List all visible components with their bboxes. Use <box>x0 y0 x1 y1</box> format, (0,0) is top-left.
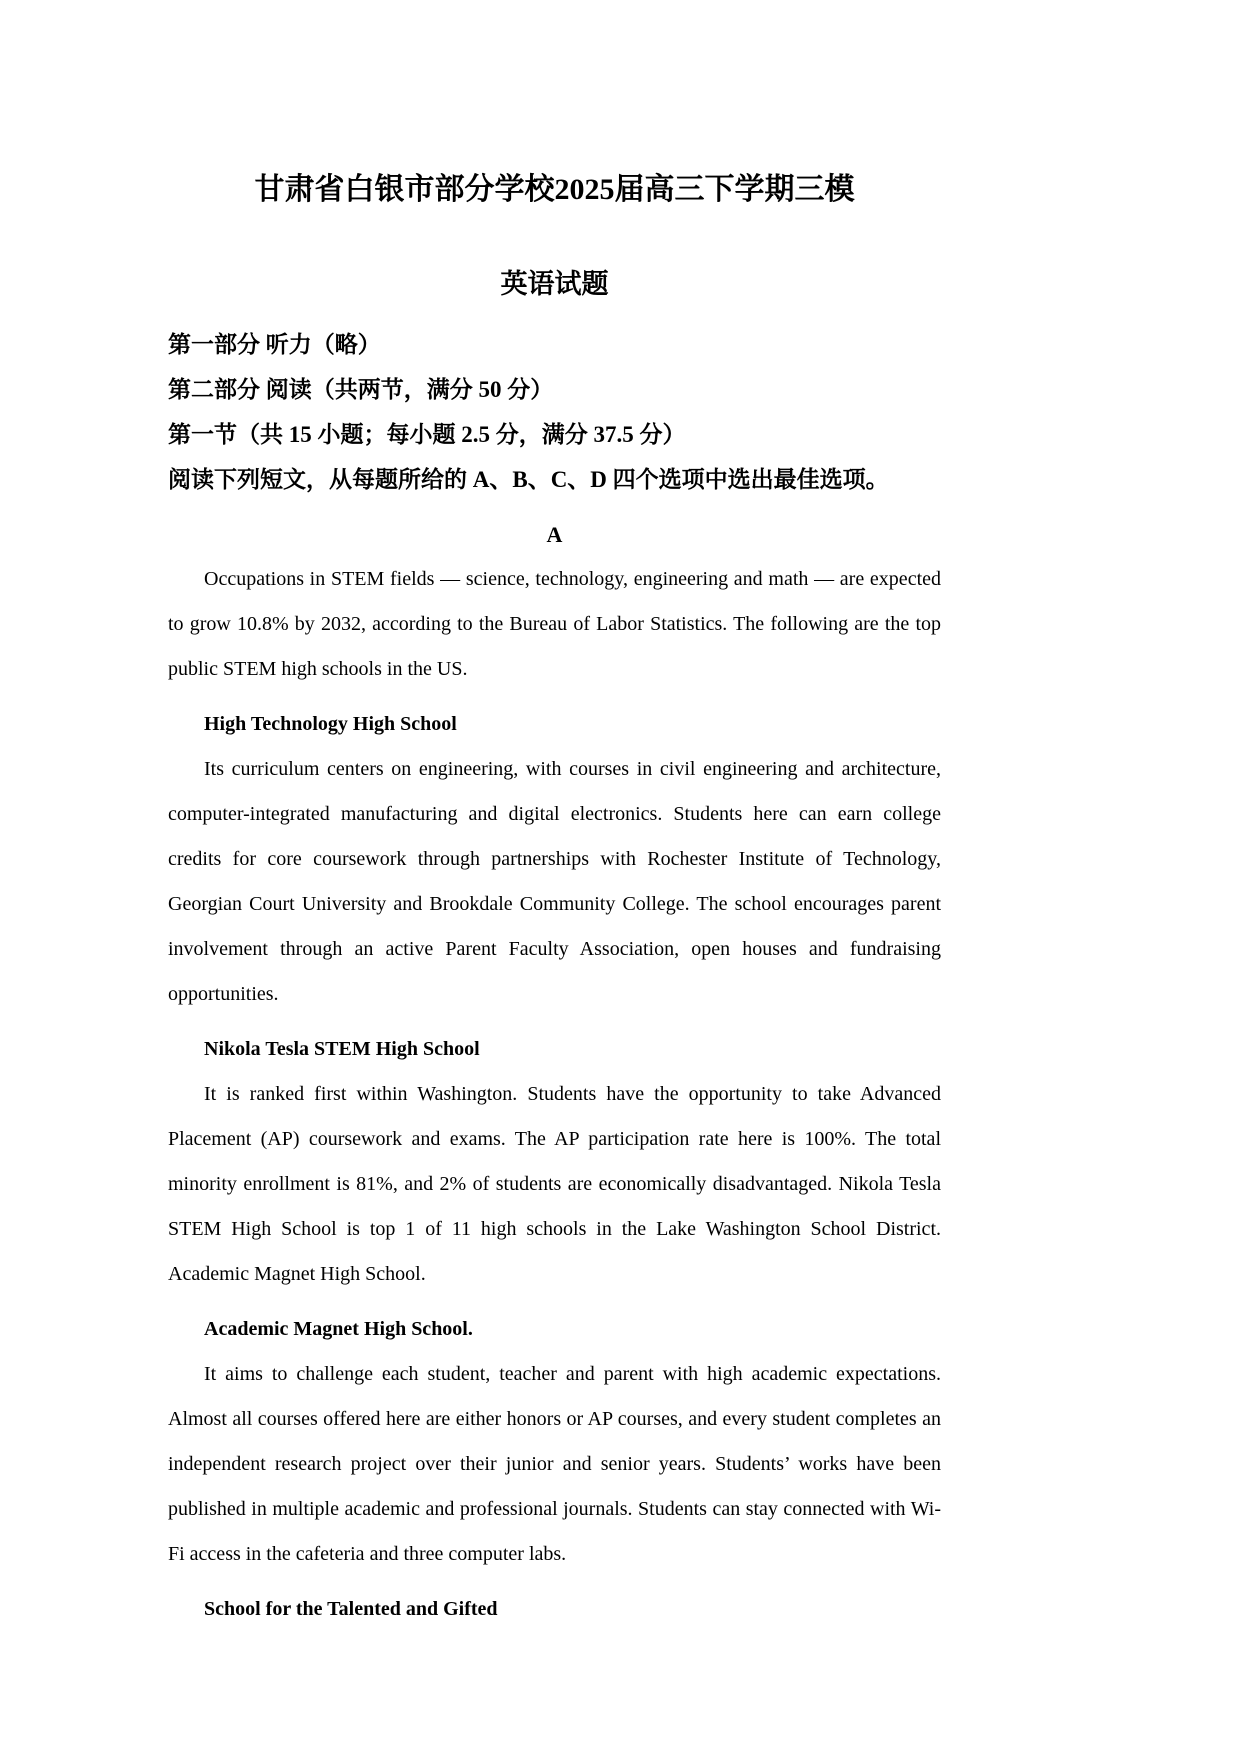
school-heading-talented-and-gifted: School for the Talented and Gifted <box>204 1598 498 1620</box>
passage-intro-paragraph: Occupations in STEM fields — science, technology, engineering and math — are expected to grow 10.8% by 2032, according to the Bureau of Labor Statistics. The following are the top public STEM high schools in the US. <box>168 568 941 680</box>
part1-heading: 第一部分 听力（略） <box>168 332 381 357</box>
part2-heading: 第二部分 阅读（共两节，满分 50 分） <box>168 377 554 402</box>
passage-label: A <box>546 522 563 547</box>
document-title: 甘肃省白银市部分学校2025届高三下学期三模 <box>254 173 855 206</box>
section1-heading: 第一节（共 15 小题；每小题 2.5 分，满分 37.5 分） <box>168 422 686 447</box>
document-subtitle: 英语试题 <box>500 269 609 299</box>
school-paragraph-high-technology: Its curriculum centers on engineering, with courses in civil engineering and architecture, computer-integrated manufacturing and digital electronics. Students here can earn college credits for core coursework through partnerships with Rochester Institute of Technology, Georgian Court University and Brookdale Community College. The school encourages parent involvement through an active Parent Faculty Association, open houses and fundraising opportunities. <box>168 758 941 1005</box>
school-paragraph-nikola-tesla: It is ranked first within Washington. Students have the opportunity to take Advanced Placement (AP) coursework and exams. The AP participation rate here is 100%. The total minority enrollment is 81%, and 2% of students are economically disadvantaged. Nikola Tesla STEM High School is top 1 of 11 high schools in the Lake Washington School District. Academic Magnet High School. <box>168 1083 941 1285</box>
school-heading-high-technology: High Technology High School <box>204 713 457 735</box>
school-paragraph-academic-magnet: It aims to challenge each student, teacher and parent with high academic expectations. Almost all courses offered here are either honors or AP courses, and every student completes an independent research project over their junior and senior years. Students’ works have been published in multiple academic and professional journals. Students can stay connected with Wi-Fi access in the cafeteria and three computer labs. <box>168 1363 941 1565</box>
reading-instruction: 阅读下列短文，从每题所给的 A、B、C、D 四个选项中选出最佳选项。 <box>168 467 889 492</box>
school-heading-nikola-tesla: Nikola Tesla STEM High School <box>204 1038 480 1060</box>
school-heading-academic-magnet: Academic Magnet High School. <box>204 1318 473 1340</box>
